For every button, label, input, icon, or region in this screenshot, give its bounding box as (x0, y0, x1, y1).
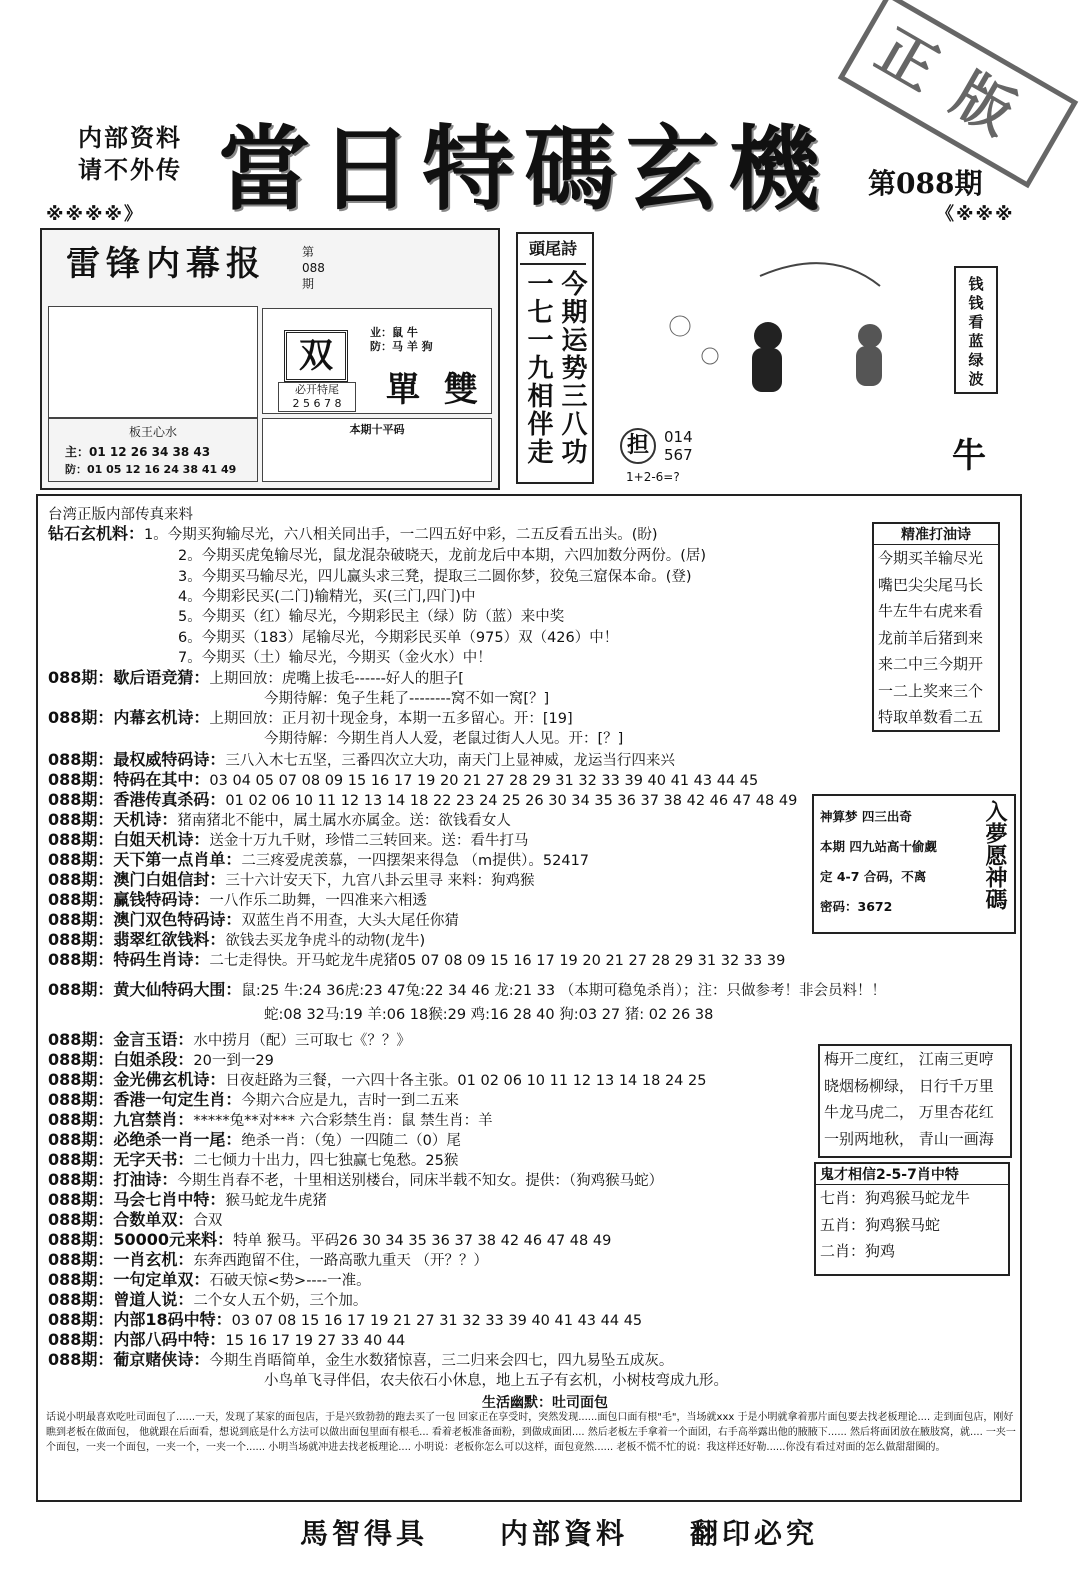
note-line-1: 内部资料 (78, 124, 182, 152)
leifeng-issue-1: 第 (302, 245, 315, 259)
line-text: 二三疼爱虎羡慕，一四摆架来得急 （m提供）。52417 (241, 853, 590, 869)
line-text: 03 04 05 07 08 09 15 16 17 19 20 21 27 28 29 31 32 33 39 40 41 43 44 45 (209, 773, 759, 789)
dan-shuang: 單 雙 (386, 370, 484, 410)
main-line (48, 1070, 706, 1091)
line-prefix: 088期：特码在其中： (48, 770, 210, 789)
main-line (48, 1370, 728, 1391)
side-line: 二肖：狗鸡 (820, 1242, 896, 1260)
main-line (48, 770, 758, 791)
ten-codes-label: 本期十平码 (349, 423, 405, 436)
bizhong-label: 必开特尾 (295, 383, 339, 396)
guicai-title: 鬼才相信2-5-7肖中特 (816, 1164, 1008, 1185)
leifeng-issue (302, 244, 325, 292)
main-line (48, 1350, 673, 1371)
line-text: 二个女人五个奶，三个加。 (193, 1293, 368, 1309)
side-line: 梅开二度红， 江南三更哼 (824, 1050, 994, 1068)
line-prefix: 088期：曾道人说： (48, 1290, 194, 1309)
line-prefix: 088期：澳门双色特码诗： (48, 910, 242, 929)
side-line: 一二上奖来三个 (878, 681, 984, 700)
side-line: 特取单数看二五 (878, 708, 984, 726)
line-text: 上期回放：虎嘴上拔毛------好人的胆子[ (209, 671, 464, 687)
jingzhun-box (872, 522, 1000, 732)
footer-2: 内部資料 (500, 1517, 629, 1550)
stars-right: 《※※※ (936, 204, 1015, 225)
blank-panel (48, 306, 258, 418)
bizhong-nums: 2 5 6 7 8 (292, 397, 342, 410)
line-prefix: 088期：最权威特码诗： (48, 750, 226, 769)
leifeng-issue-3: 期 (302, 277, 315, 291)
line-text: 2。今期买虎兔输尽光，鼠龙混杂破晓天，龙前龙后中本期，六四加数分两份。(居) (178, 548, 707, 564)
note-line-2: 请不外传 (78, 156, 182, 184)
main-line (48, 1150, 458, 1171)
line-text: 特单 猴马。平码26 30 34 35 36 37 38 42 46 47 48 49 (233, 1233, 612, 1249)
page-title: 當日特碼玄機 (218, 115, 831, 223)
genuine-stamp: 正版 (838, 0, 1079, 188)
plum-box (818, 1044, 1012, 1158)
line-prefix: 088期：一肖玄机： (48, 1250, 194, 1269)
guicai-box (814, 1162, 1010, 1276)
dream-line: 本期 四九站高十偷觑 (820, 839, 937, 854)
main-line (48, 708, 573, 729)
teletubbies-illustration (620, 236, 920, 416)
line-text: 日夜赶路为三餐，一六四十各主张。01 02 06 10 11 12 13 14 18 24 25 (225, 1073, 707, 1089)
line-prefix: 088期：一句定单双： (48, 1270, 210, 1289)
main-line (48, 668, 464, 689)
line-prefix: 088期：马会七肖中特： (48, 1190, 226, 1209)
side-line: 龙前羊后猪到来 (878, 628, 984, 647)
main-line (48, 790, 797, 811)
line-text: 台湾正版内部传真来料 (48, 507, 193, 523)
line-prefix: 088期：打油诗： (48, 1170, 178, 1189)
main-line (48, 890, 427, 911)
line-text: 三八入木七五坚，三番四次立大功，南天门上显神威，龙运当行四来兴 (225, 753, 675, 769)
stars-left: ※※※※》 (46, 204, 144, 225)
main-line (48, 586, 475, 607)
line-text: 小鸟单飞寻伴侣，农夫依石小休息，地上五子有玄机，小树枝弯成九形。 (264, 1373, 728, 1389)
main-line (48, 1130, 461, 1151)
line-text: 欲钱去买龙争虎斗的动物(龙牛) (225, 933, 426, 949)
fang-line: 防：马 羊 狗 (370, 340, 433, 353)
jingzhun-lines (874, 545, 998, 731)
line-text: 送金十万九千财，珍惜二三转回来。送：看牛打马 (209, 833, 529, 849)
shuang-char: 双 (284, 330, 348, 382)
dream-lines (820, 802, 937, 922)
issue-number: 第088期 (868, 167, 983, 200)
main-line (48, 606, 564, 627)
humor-story: 话说小明最喜欢吃吐司面包了......一天，发现了某家的面包店，于是兴致勃勃的跑去买了一包 回家正在享受时，突然发现......面包口面有根"毛"，当场就xxx 于是小明就拿着那片面包要去找老板理论.... 走到面包店，刚好瞧到老板在做面包， 他就跟在后面看，想说到底是什么方法可以做出面包里面有根毛... 看着老板准备面粉，到做成面团.... 然后老板左手拿着一个面团，右手高举露出他的腋腋下...... 然后将面团放在腋肢窝，就.... 一夹一个面包，一夹一个面包，一夹一个，一夹一个...... 小明当场就冲进去找老板理论.... 小明说：老板你怎么可以这样，面包竟然...... 老板不慌不忙的说：我这样还好勒......你没有看过对面的怎么做甜甜圈的。 (46, 1412, 1016, 1453)
line-text: 蛇:08 32马:19 羊:06 18猴:29 鸡:16 28 40 狗:03 27 猪: 02 26 38 (264, 1007, 714, 1023)
line-text: 03 07 08 15 16 17 19 21 27 31 32 33 39 40 41 43 44 45 (231, 1313, 643, 1329)
line-text: 5。今期买（红）输尽光，今期彩民主（绿）防（蓝）来中奖 (178, 609, 565, 625)
king-mind-label: 板王心水 (128, 425, 177, 439)
line-text: 双蓝生肖不用查，大头大尾任你猜 (241, 913, 459, 929)
line-text: 猴马蛇龙牛虎猪 (225, 1193, 327, 1209)
line-prefix: 088期：特码生肖诗： (48, 950, 210, 969)
main-line (48, 930, 425, 951)
line-text: 三十六计安天下，九宫八卦云里寻 来料：狗鸡猴 (225, 873, 535, 889)
main-line (48, 830, 528, 851)
main-line (48, 566, 692, 587)
ten-codes-box (262, 418, 492, 482)
line-text: 二七倾力十出力，四七独赢七兔愁。25猴 (193, 1153, 459, 1169)
line-text: 上期回放：正月初十现金身，本期一五多留心。开：[19] (209, 711, 573, 727)
plum-lines (820, 1046, 1010, 1152)
side-line: 牛左牛右虎来看 (878, 602, 984, 620)
main-line (48, 1250, 488, 1271)
side-line: 牛龙马虎二， 万里杏花红 (824, 1103, 994, 1121)
line-prefix: 088期：歇后语竞猜： (48, 668, 210, 687)
line-prefix: 088期：香港传真杀码： (48, 790, 226, 809)
main-line (48, 1210, 222, 1231)
dream-line: 密码：3672 (820, 899, 893, 914)
line-prefix: 088期：葡京赌侠诗： (48, 1350, 210, 1369)
side-line: 五肖：狗鸡猴马蛇 (820, 1215, 941, 1234)
line-text: 6。今期买（183）尾输尽光，今期彩民买单（975）双（426）中！ (178, 630, 619, 646)
line-prefix: 钻石玄机料： (48, 524, 145, 543)
line-text: 今期生肖晤简单，金生水数猪惊喜，三二归来会四七，四九易坠五成灰。 (209, 1353, 674, 1369)
line-prefix: 088期：赢钱特码诗： (48, 890, 210, 909)
footer-1: 馬智得具 (300, 1517, 429, 1550)
main-line (48, 504, 193, 525)
fang-numbers: 防：01 05 12 16 24 38 41 49 (65, 463, 237, 476)
line-prefix: 088期：香港一句定生肖： (48, 1090, 242, 1109)
internal-note (78, 122, 182, 186)
main-line (48, 750, 675, 771)
line-text: *****兔**对*** 六合彩禁生肖：鼠 禁生肖：羊 (193, 1113, 493, 1129)
ye-fang (370, 326, 433, 354)
line-text: 石破天惊<势>----一准。 (209, 1273, 371, 1289)
line-text: 4。今期彩民买(二门)输精光，买(三门,四门)中 (178, 589, 476, 605)
main-line (48, 1190, 327, 1211)
main-line (48, 850, 589, 871)
main-line (48, 647, 492, 668)
main-line (48, 1290, 367, 1311)
teletubbies-image (620, 236, 920, 416)
king-mind-box (48, 418, 258, 482)
dream-big: 入夢愿神碼 (982, 800, 1007, 910)
line-prefix: 088期：50000元来料： (48, 1230, 234, 1249)
line-prefix: 088期：翡翠红欲钱料： (48, 930, 226, 949)
dan-label: 担 (620, 428, 656, 464)
main-line (48, 1330, 405, 1351)
main-line (48, 545, 706, 566)
line-prefix: 088期：内幕玄机诗： (48, 708, 210, 727)
zhu-numbers: 主：01 12 26 34 38 43 (65, 445, 211, 459)
dream-box (812, 794, 1016, 934)
line-text: 东奔西跑留不住，一路高歌九重天 （开？？） (193, 1253, 489, 1269)
line-prefix: 088期：白姐天机诗： (48, 830, 210, 849)
line-prefix: 088期：必绝杀一肖一尾： (48, 1130, 242, 1149)
main-line (48, 1090, 459, 1111)
line-prefix: 088期：天下第一点肖单： (48, 850, 242, 869)
poem-title: 頭尾詩 (520, 236, 586, 265)
line-prefix: 088期：合数单双： (48, 1210, 194, 1229)
main-line (48, 1170, 663, 1191)
main-line (48, 1230, 611, 1251)
side-line: 今期买羊输尽光 (878, 549, 984, 567)
main-line (48, 1270, 371, 1291)
money-box (954, 266, 998, 394)
side-line: 嘴巴尖尖尾马长 (878, 575, 984, 594)
line-prefix: 088期：黄大仙特码大围： (48, 980, 242, 999)
line-text: 20一到一29 (193, 1053, 274, 1069)
footer-3: 翻印必究 (690, 1517, 819, 1550)
side-line: 一别两地秋， 青山一画海 (824, 1129, 994, 1148)
line-text: 1。今期买狗输尽光，六八相关同出手，一二四五好中彩，二五反看五出头。(盼) (144, 527, 658, 543)
dan-num-2: 567 (664, 446, 693, 464)
side-line: 来二中三今期开 (878, 655, 984, 673)
line-text: 鼠:25 牛:24 36虎:23 47兔:22 34 46 龙:21 33 （本期可稳兔杀肖）；注：只做参考！非会员料！！ (241, 983, 886, 999)
leifeng-title: 雷锋内幕报 (66, 244, 266, 284)
line-text: 二七走得快。开马蛇龙牛虎猪05 07 08 09 15 16 17 19 20 21 27 28 29 31 32 33 39 (209, 953, 786, 969)
line-text: 猪南猪北不能中，属土属水亦属金。送：欲钱看女人 (177, 813, 511, 829)
dan-numbers (664, 428, 693, 464)
line-prefix: 088期：内部18码中特： (48, 1310, 232, 1329)
leifeng-issue-2: 088 (302, 261, 325, 275)
ox-char: 牛 (952, 436, 986, 476)
poem-col-2: 一七一九相伴走 (523, 270, 553, 466)
guicai-lines (816, 1185, 1008, 1265)
line-text: 01 02 06 10 11 12 13 14 18 22 23 24 25 26 30 34 35 36 37 38 42 46 47 48 49 (225, 793, 798, 809)
main-line (48, 524, 658, 545)
line-text: 今期六合应是九，吉时一到二五来 (241, 1093, 459, 1109)
line-text: 绝杀一肖：（兔）一四随二（0）尾 (241, 1133, 461, 1149)
jingzhun-title: 精准打油诗 (874, 524, 998, 545)
line-text: 15 16 17 19 27 33 40 44 (225, 1333, 406, 1349)
formula: 1+2-6=? (626, 470, 680, 484)
side-line: 晓烟杨柳绿， 日行千万里 (824, 1076, 994, 1095)
line-prefix: 088期：澳门白姐信封： (48, 870, 226, 889)
main-line (48, 950, 785, 971)
main-line (48, 1050, 274, 1071)
line-prefix: 088期：无字天书： (48, 1150, 194, 1169)
line-text: 水中捞月（配）三可取七《？？》 (193, 1033, 411, 1049)
line-prefix: 088期：金言玉语： (48, 1030, 194, 1049)
line-prefix: 088期：天机诗： (48, 810, 178, 829)
main-line (48, 810, 511, 831)
line-text: 今期待解：兔子生耗了--------窝不如一窝[？] (264, 691, 550, 707)
bizhong-box (278, 382, 356, 412)
line-text: 一八作乐二助舞，一四准来六相透 (209, 893, 427, 909)
ye-line: 业：鼠 牛 (370, 326, 418, 339)
dream-line: 定 4-7 合码，不离 (820, 869, 927, 884)
line-text: 合双 (193, 1213, 223, 1229)
line-prefix: 088期：内部八码中特： (48, 1330, 226, 1349)
main-line (48, 1310, 642, 1331)
line-text: 7。今期买（土）输尽光，今期买（金火水）中！ (178, 650, 492, 666)
main-line (48, 627, 618, 648)
main-line (48, 870, 535, 891)
dan-num-1: 014 (664, 428, 693, 446)
line-text: 今期生肖春不老，十里相送别楼台，同床半载不知女。提供：（狗鸡猴马蛇） (177, 1173, 664, 1189)
main-line (48, 1110, 493, 1131)
line-text: 3。今期买马输尽光，四儿赢头求三凳，提取三二圆你梦，狡兔三窟保本命。(登) (178, 569, 692, 585)
main-line (48, 728, 623, 749)
main-line (48, 1030, 411, 1051)
main-line (48, 980, 886, 1001)
line-prefix: 088期：九宫禁肖： (48, 1110, 194, 1129)
line-text: 今期待解：今期生肖人人爱，老鼠过街人人见。开：[？] (264, 731, 624, 747)
humor-label: 生活幽默：吐司面包 (482, 1395, 608, 1411)
line-prefix: 088期：白姐杀段： (48, 1050, 194, 1069)
money-label: 钱钱看蓝绿波 (966, 276, 985, 390)
main-line (48, 910, 459, 931)
side-line: 七肖：狗鸡猴马蛇龙牛 (820, 1189, 971, 1207)
main-line (48, 1004, 713, 1025)
poem-col-1: 今期运势三八功 (557, 270, 587, 466)
line-prefix: 088期：金光佛玄机诗： (48, 1070, 226, 1089)
dream-line: 神算梦 四三出奇 (820, 809, 912, 824)
main-line (48, 688, 549, 709)
